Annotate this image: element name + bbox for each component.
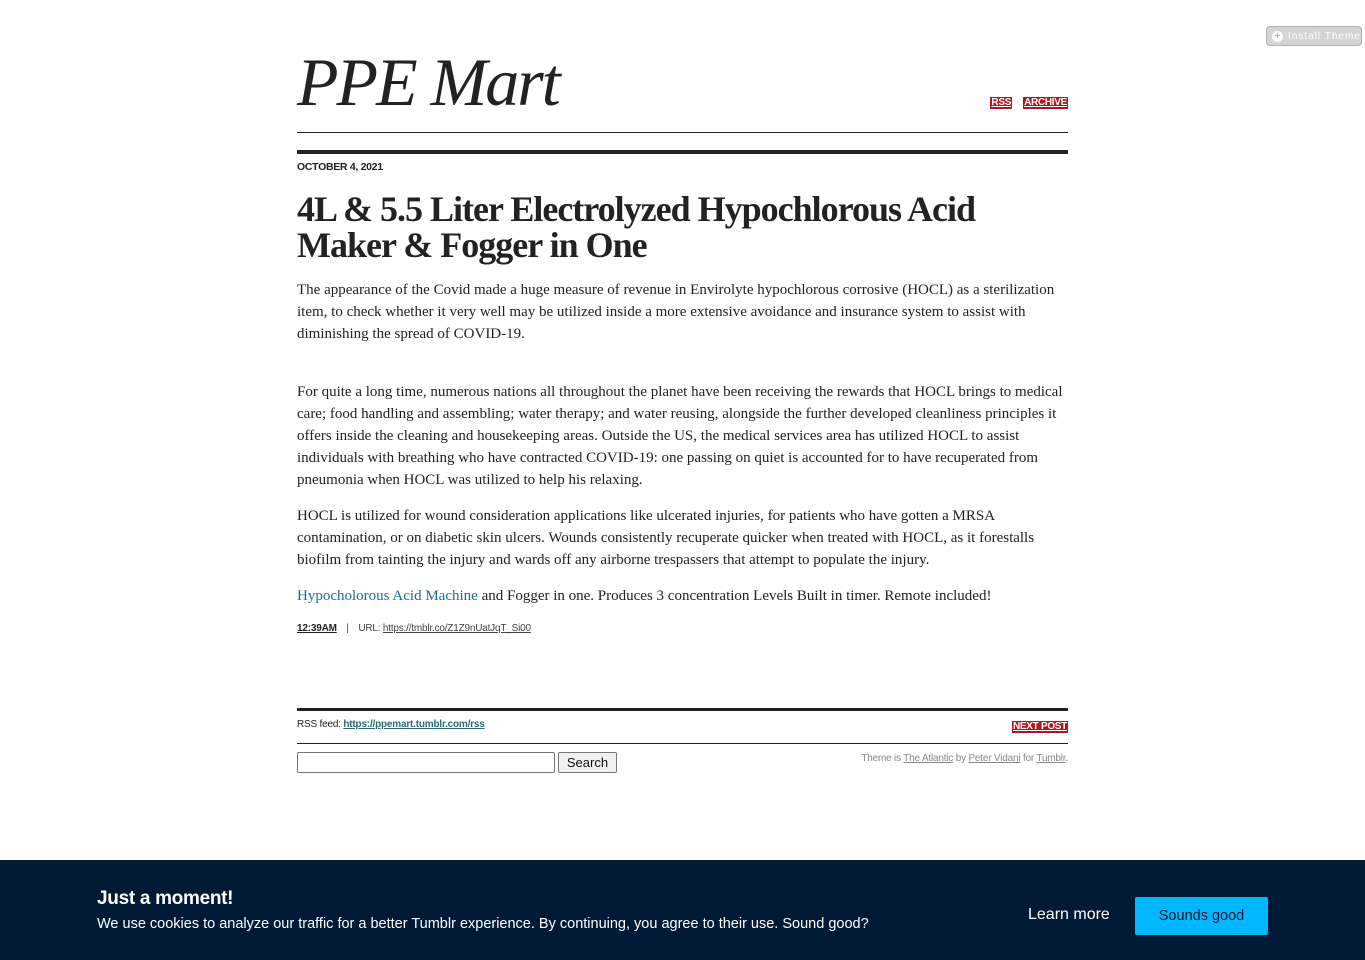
credit-end: .: [1065, 753, 1068, 764]
post-paragraph: HOCL is utilized for wound consideration applications like ulcerated injuries, for patients who have gotten a MRSA contamination, or on diabetic skin ulcers. Wounds consistently recuperate quicker when treated with HOCL, as it forestalls biofilm from tainting the injury and wards off any airborne trespassers that attempt to populate the injury.: [297, 508, 1035, 568]
post-meta: [297, 623, 531, 634]
post-title: 4L & 5.5 Liter Electrolyzed Hypochlorous Acid Maker & Fogger in One: [297, 189, 975, 265]
install-theme-label: Install Theme: [1288, 30, 1361, 42]
product-text: and Fogger in one. Produces 3 concentration Levels Built in timer. Remote included!: [477, 588, 992, 604]
footer-top-divider: [297, 708, 1068, 711]
post-permalink[interactable]: 12:39AM: [297, 623, 337, 634]
credit-by: by: [953, 753, 969, 764]
rss-feed-link[interactable]: https://ppemart.tumblr.com/rss: [343, 719, 485, 730]
search-button[interactable]: Search: [558, 752, 617, 773]
accept-cookies-button[interactable]: Sounds good: [1135, 897, 1268, 935]
rss-feed: [297, 719, 485, 730]
post-paragraph: The appearance of the Covid made a huge measure of revenue in Envirolyte hypochlorous corrosive (HOCL) as a sterilization item, to check whether it very well may be utilized inside a more extensive avoidance and insurance system to assist with diminishing the spread of COVID-19.: [297, 282, 1055, 342]
product-link[interactable]: Hypocholorous Acid Machine: [297, 588, 478, 604]
plus-icon: +: [1272, 31, 1283, 42]
search-input[interactable]: [297, 752, 555, 773]
install-theme-button[interactable]: [1266, 26, 1362, 46]
theme-link[interactable]: The Atlantic: [903, 753, 954, 764]
post-paragraph: [297, 585, 1068, 607]
author-link[interactable]: Peter Vidani: [968, 753, 1021, 764]
cookie-banner: [0, 860, 1365, 960]
site-title[interactable]: PPE Mart: [297, 44, 559, 120]
rss-feed-label: RSS feed:: [297, 719, 341, 730]
footer-divider: [297, 743, 1068, 744]
post-top-divider: [297, 150, 1068, 154]
tumblr-link[interactable]: Tumblr: [1036, 753, 1066, 764]
theme-credit: [861, 753, 1068, 764]
next-post-link[interactable]: NEXT POST: [1013, 721, 1067, 732]
cookie-banner-title: Just a moment!: [97, 888, 234, 909]
archive-link[interactable]: ARCHIVE: [1024, 97, 1067, 108]
top-nav: [990, 97, 1068, 109]
cookie-banner-text: We use cookies to analyze our traffic for a better Tumblr experience. By continuing, you agree to their use. Sound good?: [97, 916, 869, 932]
url-label: URL:: [358, 623, 381, 634]
rss-link[interactable]: RSS: [991, 97, 1012, 108]
credit-prefix: Theme is: [861, 753, 904, 764]
learn-more-link[interactable]: Learn more: [1028, 906, 1110, 923]
short-url-link[interactable]: https://tmblr.co/Z1Z9nUatJqT_Si00: [382, 623, 531, 634]
post-paragraph: For quite a long time, numerous nations all throughout the planet have been receiving the rewards that HOCL brings to medical care; food handling and assembling; water therapy; and water reusing, alongside the further developed cleanliness principles it offers inside the cleaning and housekeeping areas. Outside the US, the medical services area has utilized HOCL to assist individuals with breathing who have contracted COVID-19: one passing on quiet is accounted for to have recuperated from pneumonia when HOCL was utilized to help his relaxing.: [297, 384, 1063, 488]
post-date: OCTOBER 4, 2021: [297, 161, 383, 173]
credit-for: for: [1020, 753, 1037, 764]
meta-separator: |: [346, 623, 349, 634]
header-divider: [297, 132, 1068, 133]
